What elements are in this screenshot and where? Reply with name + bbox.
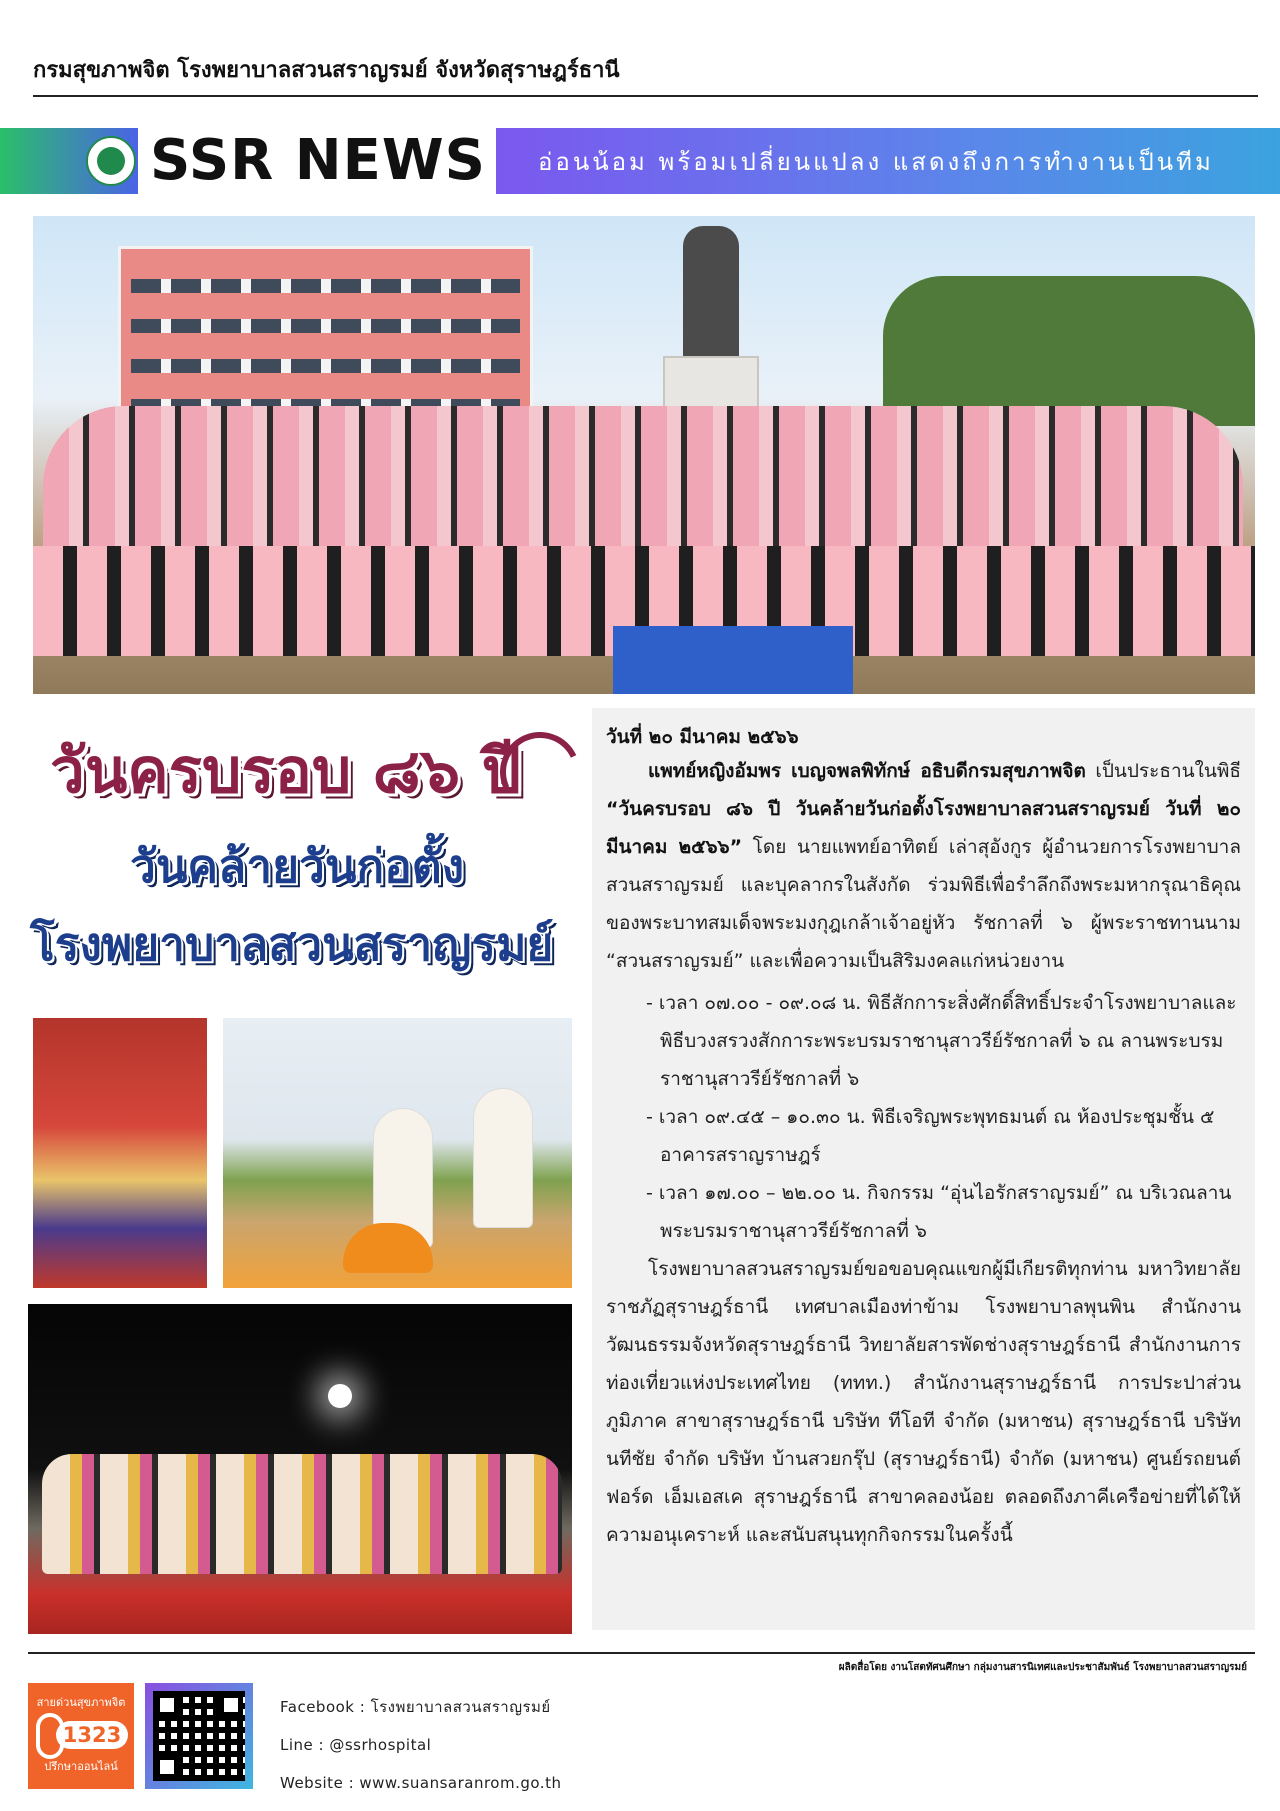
monument-statue [683,226,739,366]
hotline-badge [28,1683,134,1789]
trees [883,276,1255,426]
dmh-logo-icon [86,136,136,186]
blue-carpet [613,626,853,694]
evening-event-photo [28,1304,572,1634]
lead-event-name: “วันครบรอบ ๘๖ ปี วันคล้ายวันก่อตั้งโรงพยาบาลสวนสราญรมย์ วันที่ ๒๐ มีนาคม ๒๕๖๖” [606,798,1241,858]
qr-code-pattern [153,1691,245,1781]
schedule-item: - เวลา ๑๗.๐๐ – ๒๒.๐๐ น. กิจกรรม “อุ่นไอรักสราญรมย์” ณ บริเวณลานพระบรมราชานุสาวรีย์รัชกาลที่ ๖ [646,1182,1232,1242]
hotline-label: สายด่วนสุขภาพจิต [36,1696,126,1709]
lead-text-2: โดย นายแพทย์อาทิตย์ เล่าสุอังกูร ผู้อำนวยการโรงพยาบาลสวนสราญรมย์ และบุคลากรในสังกัด ร่วมพิธีเพื่อรำลึกถึงพระมหากรุณาธิคุณของพระบาทสมเด็จพระมงกุฎเกล้าเจ้าอยู่หัว รัชกาลที่ ๖ ผู้พระราชทานนาม “สวนสราญรมย์” และเพื่อความเป็นสิริมงคลแก่หน่วยงาน [606,836,1241,972]
schedule-item: - เวลา ๐๗.๐๐ - ๐๙.๐๘ น. พิธีสักการะสิ่งศักดิ์สิทธิ์ประจำโรงพยาบาลและพิธีบวงสรวงสักการะพระบรมราชานุสาวรีย์รัชกาลที่ ๖ ณ ลานพระบรมราชานุสาวรีย์รัชกาลที่ ๖ [646,992,1237,1090]
header-organization: กรมสุขภาพจิต โรงพยาบาลสวนสราญรมย์ จังหวัดสุราษฎร์ธานี [33,58,620,83]
group-photo [33,216,1255,694]
hotline-subtitle: ปรึกษาออนไลน์ [44,1760,118,1773]
facebook-link[interactable]: Facebook : โรงพยาบาลสวนสราญรมย์ [280,1698,551,1716]
banner-slogan: อ่อนน้อม พร้อมเปลี่ยนแปลง แสดงถึงการทำงานเป็นทีม [538,147,1214,176]
headline-line-1: วันครบรอบ ๘๖ ปี [50,734,521,807]
newsletter-title: SSR NEWS [150,128,486,193]
website-link[interactable]: Website : www.suansaranrom.go.th [280,1774,562,1792]
person-attendant [473,1088,533,1228]
lead-text-1: เป็นประธานในพิธี [1085,760,1241,782]
news-banner [0,128,1280,194]
article-date: วันที่ ๒๐ มีนาคม ๒๕๖๖ [606,726,799,748]
footer-divider [28,1652,1255,1654]
schedule-item: - เวลา ๐๙.๔๕ – ๑๐.๓๐ น. พิธีเจริญพระพุทธมนต์ ณ ห้องประชุมชั้น ๕ อาคารสราญราษฎร์ [646,1106,1215,1166]
seated-guests [42,1454,562,1574]
ceremony-photo-indoor [33,1018,207,1288]
hotline-number: 1323 [56,1721,128,1749]
lead-presider: แพทย์หญิงอัมพร เบญจพลพิทักษ์ อธิบดีกรมสุขภาพจิต [648,760,1086,782]
headline-line-3: โรงพยาบาลสวนสราญรมย์ [30,917,554,971]
production-credit: ผลิตสื่อโดย งานโสตทัศนศึกษา กลุ่มงานสารนิเทศและประชาสัมพันธ์ โรงพยาบาลสวนสราญรมย์ [838,1662,1247,1673]
line-id[interactable]: Line : @ssrhospital [280,1736,432,1754]
article-lead [606,752,1241,980]
headline-line-2: วันคล้ายวันก่อตั้ง [130,839,465,893]
header-divider [33,95,1258,97]
article-body [592,708,1255,1630]
qr-code[interactable] [145,1683,253,1789]
article-thanks: โรงพยาบาลสวนสราญรมย์ขอขอบคุณแขกผู้มีเกียรติทุกท่าน มหาวิทยาลัยราชภัฏสุราษฎร์ธานี เทศบาลเมืองท่าข้าม โรงพยาบาลพุนพิน สำนักงานวัฒนธรรมจังหวัดสุราษฎร์ธานี วิทยาลัยสารพัดช่างสุราษฎร์ธานี สำนักงานการท่องเที่ยวแห่งประเทศไทย (ททท.) สำนักงานสุราษฎร์ธานี การประปาส่วนภูมิภาค สาขาสุราษฎร์ธานี บริษัท ทีโอที จำกัด (มหาชน) สุราษฎร์ธานี บริษัท นทีชัย จำกัด บริษัท บ้านสวยกรุ๊ป (สุราษฎร์ธานี) จำกัด (มหาชน) ศูนย์รถยนต์ฟอร์ด เอ็มเอสเค สุราษฎร์ธานี สาขาคลองน้อย ตลอดถึงภาคีเครือข่ายที่ได้ให้ความอนุเคราะห์ และสนับสนุนทุกกิจกรรมในครั้งนี้ [606,1258,1241,1546]
banner-slogan-bar [496,128,1280,194]
headline-graphic [30,712,590,1002]
ceremony-photo-outdoor [223,1018,572,1288]
contact-list [280,1688,561,1802]
spotlight [328,1384,352,1408]
schedule-list [606,984,1241,1250]
